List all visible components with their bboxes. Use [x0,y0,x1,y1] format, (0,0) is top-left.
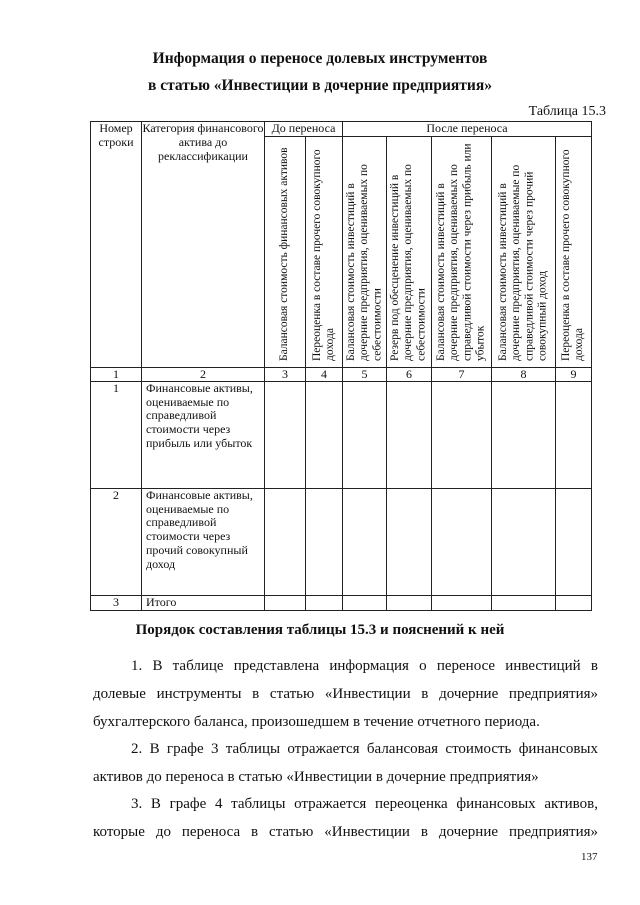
table-label: Таблица 15.3 [528,104,606,119]
paragraph-2: 2. В графе 3 таблицы отражается балансовая стоимость финансовых активов до переноса в статью «Инвестиции в дочерние предприятия» [93,741,598,785]
table-row-total [91,595,592,610]
row-category: Финансовые активы, оцениваемые по справедливой стоимости через прибыль или убыток [142,381,265,488]
table-cell [343,488,387,595]
row-number: 2 [91,488,142,595]
table-cell [306,595,343,610]
row-category: Финансовые активы, оцениваемые по справедливой стоимости через прочий совокупный доход [142,488,265,595]
header-col-9-text: Переоценка в составе прочего совокупного дохода [560,149,586,361]
column-number: 8 [492,367,556,381]
header-group-after: После переноса [343,122,592,137]
table-cell [492,488,556,595]
header-col-3 [265,136,306,367]
table-cell [306,381,343,488]
header-col-9 [556,136,592,367]
table-cell [492,381,556,488]
header-col-8-text: Балансовая стоимость инвестиций в дочерние предприятия, оцениваемые по справедливой стоимости через прочий совокупный доход [497,164,549,361]
column-number: 9 [556,367,592,381]
table-cell [556,381,592,488]
column-number: 3 [265,367,306,381]
paragraph-1: 1. В таблице представлена информация о переносе инвестиций в долевые инструменты в статью «Инвестиции в дочерние предприятия» бухгалтерского баланса, произошедшем в течение отчетного периода. [93,658,598,730]
column-number-row [91,367,592,381]
header-col-6-text: Резерв под обесценение инвестиций в дочерние предприятия, оцениваемых по себестоимости [389,164,428,361]
header-col-5 [343,136,387,367]
document-title-line-2: в статью «Инвестиции в дочерние предприятия» [148,77,492,94]
reclassification-table [90,121,592,611]
header-col-6 [387,136,432,367]
table-cell [556,488,592,595]
section-title: Порядок составления таблицы 15.3 и пояснений к ней [135,622,505,638]
table-row [91,488,592,595]
table-cell [265,595,306,610]
column-number: 7 [432,367,492,381]
table-cell [432,488,492,595]
column-number: 1 [91,367,142,381]
header-category: Категория финансового актива до реклассификации [142,122,265,368]
table-cell [432,595,492,610]
table-cell [343,381,387,488]
document-title-line-1: Информация о переносе долевых инструментов [152,50,488,67]
table-cell [387,595,432,610]
row-category: Итого [142,595,265,610]
header-col-3-text: Балансовая стоимость финансовых активов [278,147,291,361]
table-cell [492,595,556,610]
table-cell [265,381,306,488]
header-col-5-text: Балансовая стоимость инвестиций в дочерние предприятия, оцениваемых по себестоимости [344,164,384,361]
column-number: 6 [387,367,432,381]
table-cell [306,488,343,595]
table-cell [265,488,306,595]
paragraph-3: 3. В графе 4 таблицы отражается переоценка финансовых активов, которые до переноса в статью «Инвестиции в дочерние предприятия» [93,796,598,840]
column-number: 5 [343,367,387,381]
table-cell [556,595,592,610]
row-number: 3 [91,595,142,610]
table-cell [343,595,387,610]
column-number: 2 [142,367,265,381]
table-row [91,381,592,488]
row-number: 1 [91,381,142,488]
table-cell [387,488,432,595]
table-cell [432,381,492,488]
column-number: 4 [306,367,343,381]
table-cell [387,381,432,488]
header-col-4 [306,136,343,367]
header-row-number: Номер строки [91,122,142,368]
page-number: 137 [581,851,598,863]
header-col-8 [492,136,556,367]
header-col-7 [432,136,492,367]
header-col-7-text: Балансовая стоимость инвестиций в дочерние предприятия, оцениваемых по справедливой стоимости через прибыль или убыток [435,143,487,361]
header-col-4-text: Переоценка в составе прочего совокупного дохода [310,149,336,361]
header-group-before: До переноса [265,122,343,137]
